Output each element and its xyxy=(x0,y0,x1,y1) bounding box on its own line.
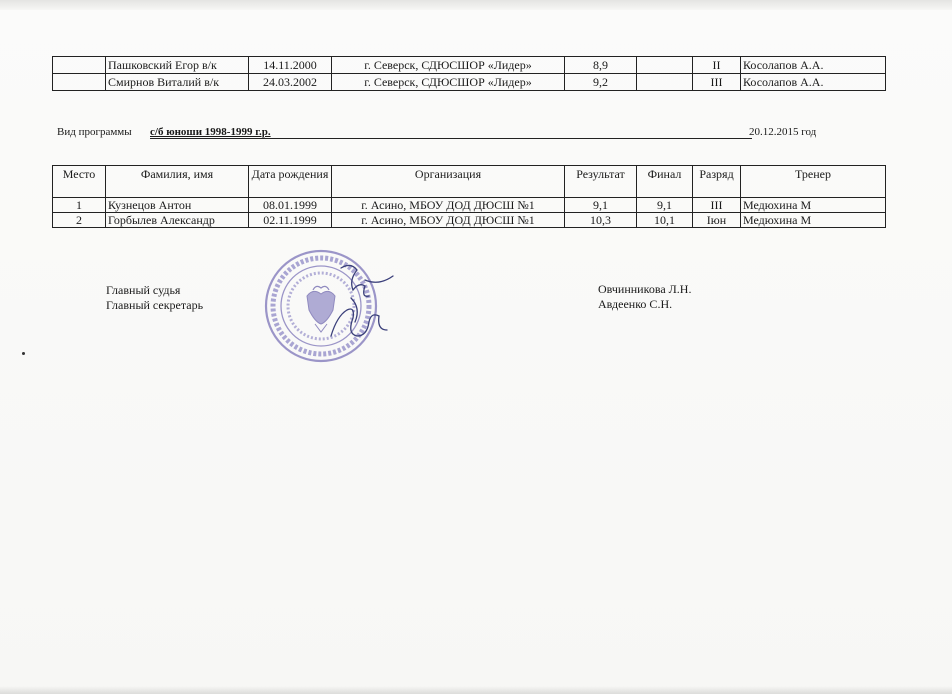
org-cell: г. Асино, МБОУ ДОД ДЮСШ №1 xyxy=(332,198,565,213)
coach-cell: Косолапов А.А. xyxy=(741,57,886,74)
org-cell: г. Северск, СДЮСШОР «Лидер» xyxy=(332,74,565,91)
final-cell xyxy=(637,74,693,91)
rank-cell: II xyxy=(693,57,741,74)
program-date: 20.12.2015 год xyxy=(749,126,817,138)
org-cell: г. Северск, СДЮСШОР «Лидер» xyxy=(332,57,565,74)
coach-cell: Медюхина М xyxy=(741,213,886,228)
table-row xyxy=(53,198,886,213)
coach-cell: Косолапов А.А. xyxy=(741,74,886,91)
result-cell: 9,2 xyxy=(565,74,637,91)
scan-top-edge xyxy=(0,0,952,10)
name-cell: Кузнецов Антон xyxy=(106,198,249,213)
header-name: Фамилия, имя xyxy=(106,166,249,198)
birth-cell: 08.01.1999 xyxy=(249,198,332,213)
handwritten-signature xyxy=(331,265,393,336)
header-place: Место xyxy=(53,166,106,198)
header-birth: Дата рождения xyxy=(249,166,332,198)
scan-speck xyxy=(22,352,25,355)
coach-cell: Медюхина М xyxy=(741,198,886,213)
header-org: Организация xyxy=(332,166,565,198)
birth-cell: 14.11.2000 xyxy=(249,57,332,74)
eagle-tail xyxy=(315,324,327,332)
previous-results-table xyxy=(52,56,886,91)
birth-cell: 24.03.2002 xyxy=(249,74,332,91)
table-row xyxy=(53,74,886,91)
final-cell: 9,1 xyxy=(637,198,693,213)
scan-bottom-edge xyxy=(0,686,952,694)
org-cell: г. Асино, МБОУ ДОД ДЮСШ №1 xyxy=(332,213,565,228)
program-label: Вид программы xyxy=(57,126,132,138)
rank-cell: III xyxy=(693,198,741,213)
results-table xyxy=(52,165,886,228)
place-cell xyxy=(53,74,106,91)
name-cell: Горбылев Александр xyxy=(106,213,249,228)
chief-secretary-label: Главный секретарь xyxy=(106,298,204,312)
eagle-emblem xyxy=(307,291,335,324)
chief-judge-label: Главный судья xyxy=(106,283,181,297)
chief-secretary-name: Авдеенко С.Н. xyxy=(598,297,673,311)
name-cell: Смирнов Виталий в/к xyxy=(106,74,249,91)
place-cell: 2 xyxy=(53,213,106,228)
rank-cell: Iюн xyxy=(693,213,741,228)
place-cell xyxy=(53,57,106,74)
table-row xyxy=(53,213,886,228)
table-row xyxy=(53,57,886,74)
result-cell: 8,9 xyxy=(565,57,637,74)
header-final: Финал xyxy=(637,166,693,198)
program-value: с/б юноши 1998-1999 г.р. xyxy=(150,126,271,138)
header-rank: Разряд xyxy=(693,166,741,198)
eagle-heads xyxy=(313,286,329,290)
rank-cell: III xyxy=(693,74,741,91)
official-seal-icon xyxy=(263,240,403,370)
final-cell: 10,1 xyxy=(637,213,693,228)
birth-cell: 02.11.1999 xyxy=(249,213,332,228)
underline-rule xyxy=(150,138,752,139)
header-row xyxy=(53,166,886,198)
header-coach: Тренер xyxy=(741,166,886,198)
name-cell: Пашковский Егор в/к xyxy=(106,57,249,74)
chief-judge-name: Овчинникова Л.Н. xyxy=(598,282,692,296)
header-result: Результат xyxy=(565,166,637,198)
result-cell: 10,3 xyxy=(565,213,637,228)
place-cell: 1 xyxy=(53,198,106,213)
result-cell: 9,1 xyxy=(565,198,637,213)
final-cell xyxy=(637,57,693,74)
